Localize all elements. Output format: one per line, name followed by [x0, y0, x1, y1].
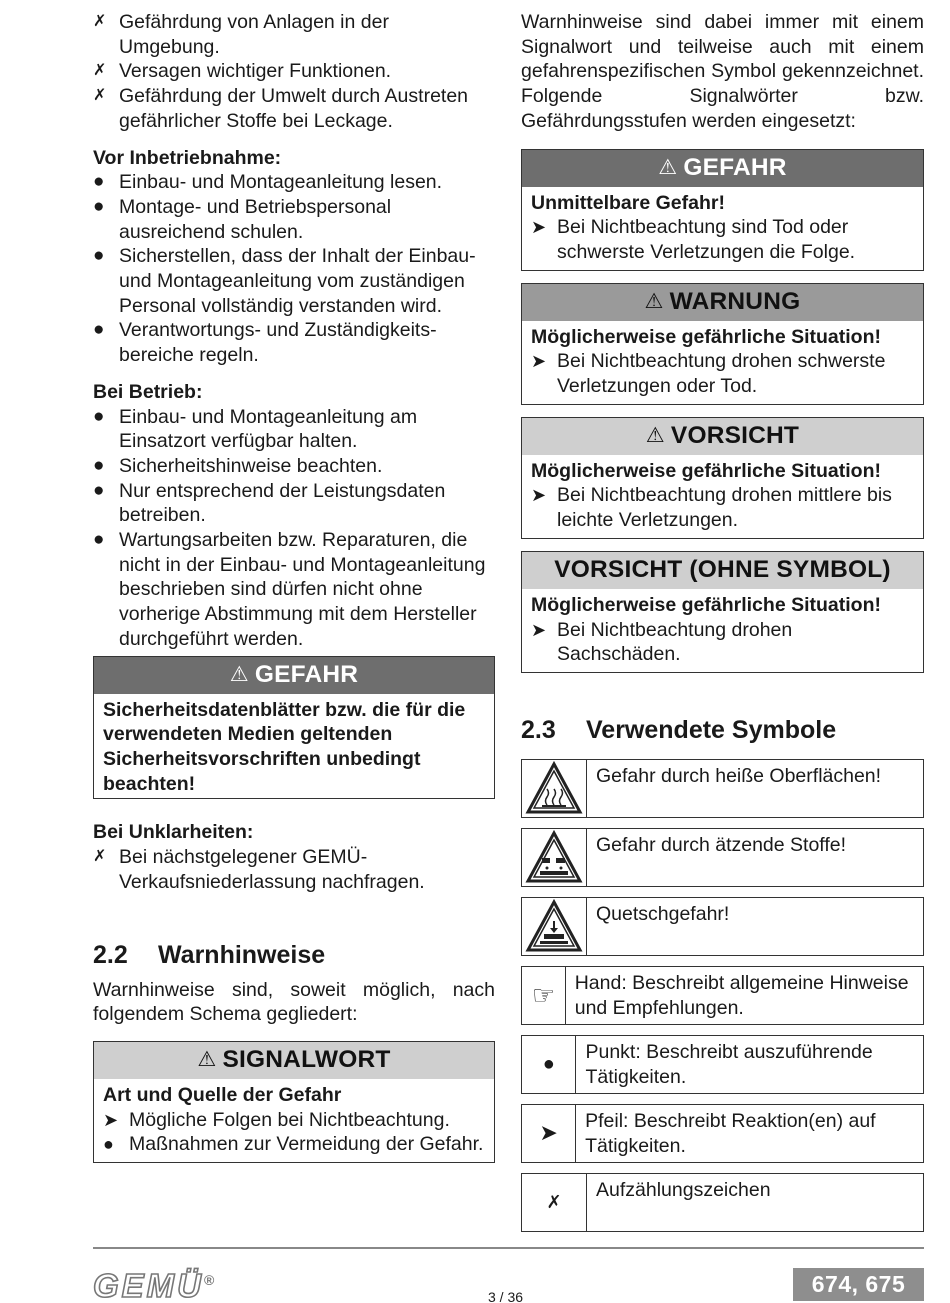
cross-bullet-icon: ✗ — [93, 62, 107, 80]
vor-inbetriebnahme-heading: Vor Inbetriebnahme: — [93, 146, 282, 169]
vorsicht-ohne-symbol-body: Möglicherweise gefährliche Situation! ➤ Bei Nichtbeachtung drohen Sachschäden. — [531, 593, 881, 666]
list-item: ✗ Gefährdung der Umwelt durch Austreten gefährlicher Stoffe bei Leckage. — [93, 85, 469, 132]
dot-bullet-icon: ● — [93, 454, 105, 476]
list-item: ● Montage- und Betriebspersonal ausreichend schulen. — [93, 195, 392, 243]
section-2-2-title: 2.2 Warnhinweise — [93, 940, 326, 969]
vorsicht-bar: ⚠ VORSICHT — [522, 418, 923, 455]
crush-warning-icon — [522, 898, 587, 955]
dot-bullet-icon: ● — [93, 529, 105, 551]
arrow-icon: ➤ — [531, 351, 547, 372]
gefahr-bar: ⚠ GEFAHR — [94, 657, 494, 694]
corrosive-warning-icon — [522, 829, 587, 886]
dot-bullet-icon: ● — [103, 1134, 114, 1155]
symbol-row-hand: ☞ Hand: Beschreibt allgemeine Hinweise und Empfehlungen. — [521, 966, 924, 1025]
hazard-list — [93, 10, 495, 134]
signalwort-bar: ⚠ SIGNALWORT — [94, 1042, 494, 1079]
bei-betrieb-heading: Bei Betrieb: — [93, 380, 203, 403]
warning-triangle-icon: ⚠ — [644, 289, 664, 313]
warning-triangle-icon: ⚠ — [197, 1048, 217, 1072]
dot-bullet-icon: ● — [93, 245, 105, 267]
gefahr-bar: ⚠ GEFAHR — [522, 150, 923, 187]
dot-bullet-icon: ● — [93, 319, 105, 341]
symbol-row-crush: Quetschgefahr! — [521, 897, 924, 956]
dot-bullet-icon: ● — [93, 171, 105, 193]
document-number-badge: 674, 675 — [793, 1268, 924, 1301]
warnung-box — [521, 283, 924, 405]
list-item: ● Einbau- und Montageanleitung am Einsatzort verfügbar halten. — [93, 405, 418, 453]
gefahr-note-text: Sicherheitsdatenblätter bzw. die für die verwendeten Medien geltenden Sicherheitsvorschriften unbedingt beachten! — [103, 698, 466, 795]
list-item: ● Nur entsprechend der Leistungsdaten betreiben. — [93, 479, 446, 527]
symbol-row-hot-surface: Gefahr durch heiße Oberflächen! — [521, 759, 924, 818]
footer-divider — [93, 1247, 924, 1249]
list-item: ● Wartungsarbeiten bzw. Reparaturen, die nicht in der Einbau- und Montageanleitung beschrieben sind dürfen nicht ohne vorherige Abstimmung mit dem Hersteller durchgeführt werden. — [93, 529, 486, 650]
symbol-row-cross: ✗ Aufzählungszeichen — [521, 1173, 924, 1232]
dot-bullet-icon: ● — [93, 479, 105, 501]
dot-icon: ● — [522, 1036, 576, 1093]
vorsicht-box — [521, 417, 924, 539]
pointing-hand-icon: ☞ — [522, 967, 566, 1024]
list-item: ✗ Bei nächstgelegener GEMÜ-Verkaufsniederlassung nachfragen. — [93, 846, 425, 893]
list-item: ● Einbau- und Montageanleitung lesen. — [93, 171, 443, 194]
cross-bullet-icon: ✗ — [93, 848, 107, 866]
warning-triangle-icon: ⚠ — [229, 662, 249, 686]
bei-list — [93, 405, 495, 652]
arrow-icon: ➤ — [522, 1105, 576, 1162]
vorsicht-ohne-symbol-bar: VORSICHT (OHNE SYMBOL) — [522, 552, 923, 589]
left-column — [93, 10, 495, 1163]
signalwort-box — [93, 1041, 495, 1163]
list-item: ● Maßnahmen zur Vermeidung der Gefahr. — [103, 1133, 484, 1156]
warnung-bar: ⚠ WARNUNG — [522, 284, 923, 321]
bei-unklarheiten-heading: Bei Unklarheiten: — [93, 821, 254, 844]
gefahr-box — [521, 149, 924, 271]
cross-bullet-icon: ✗ — [93, 13, 107, 30]
list-item: ● Sicherstellen, dass der Inhalt der Einbau- und Montageanleitung vom zuständigen Personal vollständig verstanden wird. — [93, 245, 476, 317]
symbol-row-arrow: ➤ Pfeil: Beschreibt Reaktion(en) auf Tätigkeiten. — [521, 1104, 924, 1163]
list-item: ✗ Versagen wichtiger Funktionen. — [93, 60, 392, 83]
signalwort-heading: Art und Quelle der Gefahr — [103, 1083, 342, 1106]
gefahr-note-box — [93, 656, 495, 800]
vorsicht-body: Möglicherweise gefährliche Situation! ➤ Bei Nichtbeachtung drohen mittlere bis leichte Verletzungen. — [531, 459, 892, 532]
symbol-row-corrosive: Gefahr durch ätzende Stoffe! — [521, 828, 924, 887]
dot-bullet-icon: ● — [93, 195, 105, 217]
intro-text: Warnhinweise sind dabei immer mit einem Signalwort und teilweise auch mit einem gefahrenspezifischen Symbol gekennzeichnet. Folgende Signalwörter bzw. Gefährdungsstufen werden eingesetzt: — [521, 11, 924, 132]
unklar-list — [93, 845, 495, 894]
gefahr-body: Unmittelbare Gefahr! ➤ Bei Nichtbeachtung sind Tod oder schwerste Verletzungen die Folge. — [531, 191, 856, 263]
vor-list — [93, 170, 495, 368]
arrow-icon: ➤ — [531, 485, 547, 506]
signalwort-body — [94, 1079, 494, 1162]
section-2-3-title: 2.3 Verwendete Symbole — [521, 715, 837, 744]
warning-triangle-icon: ⚠ — [645, 423, 665, 447]
page-number: 3 / 36 — [488, 1289, 524, 1303]
vorsicht-ohne-symbol-box — [521, 551, 924, 673]
arrow-icon: ➤ — [531, 217, 547, 238]
warnung-body: Möglicherweise gefährliche Situation! ➤ Bei Nichtbeachtung drohen schwerste Verletzungen oder Tod. — [531, 325, 886, 398]
arrow-icon: ➤ — [531, 619, 547, 640]
right-column — [521, 10, 924, 1242]
list-item: ➤ Mögliche Folgen bei Nichtbeachtung. — [103, 1108, 450, 1131]
hot-surface-warning-icon — [522, 760, 587, 817]
cross-bullet-icon: ✗ — [522, 1174, 587, 1231]
warning-triangle-icon: ⚠ — [658, 155, 678, 179]
list-item: ✗ Gefährdung von Anlagen in der Umgebung. — [93, 11, 389, 58]
list-item: ● Sicherheitshinweise beachten. — [93, 454, 383, 477]
list-item: ● Verantwortungs- und Zuständigkeits-bereiche regeln. — [93, 319, 437, 367]
symbol-row-dot: ● Punkt: Beschreibt auszuführende Tätigkeiten. — [521, 1035, 924, 1094]
section-2-2-text: Warnhinweise sind, soweit möglich, nach folgendem Schema gegliedert: — [93, 978, 495, 1026]
gemu-logo: GEMÜ® — [93, 1267, 218, 1303]
dot-bullet-icon: ● — [93, 405, 105, 427]
arrow-icon: ➤ — [103, 1109, 119, 1130]
cross-bullet-icon: ✗ — [93, 87, 107, 105]
